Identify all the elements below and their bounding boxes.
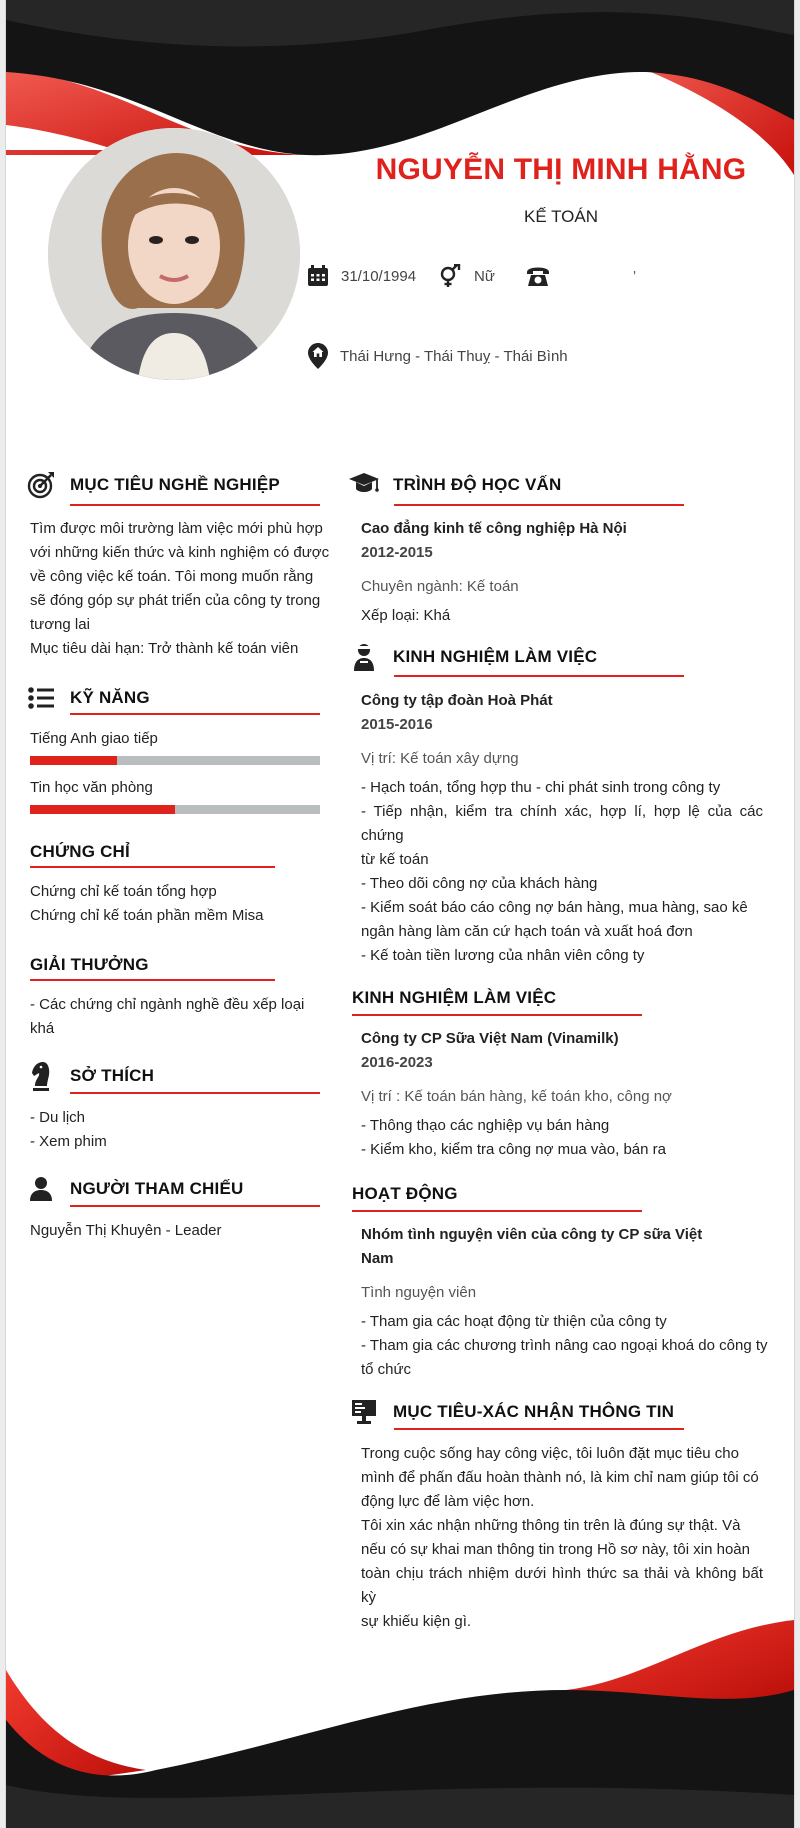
section-title: NGƯỜI THAM CHIẾU [70,1179,244,1198]
section-references-header [26,1174,243,1204]
calendar-icon [307,265,329,287]
education-grade: Xếp loại: Khá [361,607,451,624]
experience-years: 2015-2016 [361,716,433,733]
section-title: MỤC TIÊU-XÁC NHẬN THÔNG TIN [393,1402,675,1421]
phone-icon [526,265,550,287]
section-title: SỞ THÍCH [70,1066,155,1085]
profile-photo [48,128,300,380]
duty-line: - Hạch toán, tổng hợp thu - chi phát sinh trong công ty [361,779,721,796]
section-underline [394,504,684,506]
duty-line: - Tiếp nhận, kiểm tra chính xác, hợp lí, hợp lệ của các chứng [361,803,763,844]
section-experience-header [349,642,597,672]
activity-line: - Tham gia các chương trình nâng cao ngoại khoá do công ty [361,1337,768,1354]
section-experience2-title: KINH NGHIỆM LÀM VIỆC [352,988,557,1007]
organization-line: Nam [361,1250,394,1267]
experience-position: Vị trí: Kế toán xây dựng [361,750,519,767]
section-activities-title: HOẠT ĐỘNG [352,1184,458,1203]
gender-text: Nữ [474,267,495,285]
job-title: KẾ TOÁN [523,207,598,226]
skill-label: Tiếng Anh giao tiếp [30,730,158,747]
section-underline [70,504,320,506]
activity-line: - Tham gia các hoạt động từ thiện của công ty [361,1313,667,1330]
hobby-item: - Du lịch [30,1109,86,1126]
activity-line: tổ chức [361,1361,412,1378]
gender-info [438,264,495,288]
graduation-cap-icon [349,472,379,498]
activity-details [361,1310,781,1382]
skill-progress-fill [30,805,175,814]
list-icon [28,687,54,709]
skill-progress-bar [30,756,320,765]
confirmation-line: động lực để làm việc hơn. [361,1493,535,1510]
duty-line: - Kiểm soát báo cáo công nợ bán hàng, mua hàng, sao kê [361,899,748,916]
certificate-item: Chứng chỉ kế toán tổng hợp [30,883,217,900]
certificate-item: Chứng chỉ kế toán phần mềm Misa [30,907,264,924]
objective-line: về công việc kế toán. Tôi mong muốn rằng [30,568,314,585]
organization-line: Nhóm tình nguyện viên của công ty CP sữa Việt [361,1226,703,1243]
cv-page [5,0,795,1828]
section-underline [70,1205,320,1207]
education-school: Cao đẳng kinh tế công nghiệp Hà Nội [361,520,627,537]
objective-line: với những kiến thức và kinh nghiệm có được [30,544,330,561]
home-location-icon [308,343,328,369]
phone-info [526,265,636,287]
birthdate-text: 31/10/1994 [341,267,417,285]
birthdate-info [307,265,416,287]
section-skills-header [26,683,150,713]
activity-organization [361,1223,781,1271]
confirmation-line: Tôi xin xác nhận những thông tin trên là đúng sự thật. Và [361,1517,741,1534]
section-title: MỤC TIÊU NGHỀ NGHIỆP [70,475,280,494]
experience-years: 2016-2023 [361,1054,433,1071]
duty-line: - Theo dõi công nợ của khách hàng [361,875,598,892]
section-objective-header [26,470,280,500]
confirmation-text [361,1442,763,1634]
monitor-icon [351,1399,377,1425]
section-underline [352,1014,642,1016]
section-title: TRÌNH ĐỘ HỌC VẤN [393,475,562,494]
activity-role: Tình nguyện viên [361,1284,477,1301]
section-hobbies-header [26,1061,154,1091]
duty-line: - Thông thạo các nghiệp vụ bán hàng [361,1117,610,1134]
address-text: Thái Hưng - Thái Thuỵ - Thái Bình [340,347,568,365]
education-major: Chuyên ngành: Kế toán [361,578,519,595]
briefcase-person-icon [352,643,376,671]
objective-line: tương lai [30,616,90,633]
person-icon [30,1177,52,1201]
section-certificates-title: CHỨNG CHỈ [30,842,130,861]
confirmation-line: Trong cuộc sống hay công việc, tôi luôn đặt mục tiêu cho [361,1445,739,1462]
section-education-header [349,470,561,500]
education-years: 2012-2015 [361,544,433,561]
target-icon [27,471,55,499]
confirmation-line: nếu có sự khai man thông tin trong Hồ sơ này, tôi xin hoàn [361,1541,750,1558]
duty-line: từ kế toán [361,851,429,868]
objective-text [30,517,330,661]
confirmation-line: mình để phấn đấu hoàn thành nó, là kim chỉ nam giúp tôi có [361,1469,759,1486]
objective-line: Mục tiêu dài hạn: Trở thành kế toán viên [30,640,299,657]
section-underline [394,1428,684,1430]
section-awards-title: GIẢI THƯỞNG [30,955,149,974]
awards-text [30,993,330,1041]
objective-line: Tìm được môi trường làm việc mới phù hợp [30,520,323,537]
experience-position: Vị trí : Kế toán bán hàng, kế toán kho, công nợ [361,1088,672,1105]
phone-text: ' [633,267,636,285]
section-underline [394,675,684,677]
award-line: khá [30,1020,55,1037]
address-info [308,343,568,369]
section-underline [352,1210,642,1212]
candidate-name: NGUYỄN THỊ MINH HẰNG [375,153,747,186]
section-underline [30,979,275,981]
section-title: KINH NGHIỆM LÀM VIỆC [393,647,598,666]
award-line: - Các chứng chỉ ngành nghề đều xếp loại [30,996,305,1013]
skill-progress-fill [30,756,117,765]
duty-line: - Kiểm kho, kiểm tra công nợ mua vào, bán ra [361,1141,666,1158]
reference-item: Nguyễn Thị Khuyên - Leader [30,1222,222,1239]
footer-wave-decoration [6,1620,794,1828]
duty-line: - Kế toàn tiền lương của nhân viên công ty [361,947,645,964]
experience-duties [361,776,763,968]
certificates-list [30,880,330,928]
section-title: KỸ NĂNG [70,688,150,707]
confirmation-line: sự khiếu kiện gì. [361,1613,472,1630]
gender-icon [438,264,462,288]
section-underline [70,713,320,715]
section-underline [30,866,275,868]
objective-line: sẽ đóng góp sự phát triển của công ty trong [30,592,321,609]
duty-line: ngân hàng làm căn cứ hạch toán và xuất hoá đơn [361,923,693,940]
section-underline [70,1092,320,1094]
experience-company: Công ty tập đoàn Hoà Phát [361,692,553,709]
chess-knight-icon [30,1061,52,1091]
skill-progress-bar [30,805,320,814]
experience-duties [361,1114,781,1162]
experience-company: Công ty CP Sữa Việt Nam (Vinamilk) [361,1030,619,1047]
section-confirmation-header [349,1397,674,1427]
confirmation-line: toàn chịu trách nhiệm dưới hình thức sa thải và không bất kỳ [361,1565,763,1606]
hobby-item: - Xem phim [30,1133,107,1150]
hobbies-list [30,1106,330,1154]
skill-label: Tin học văn phòng [30,779,153,796]
